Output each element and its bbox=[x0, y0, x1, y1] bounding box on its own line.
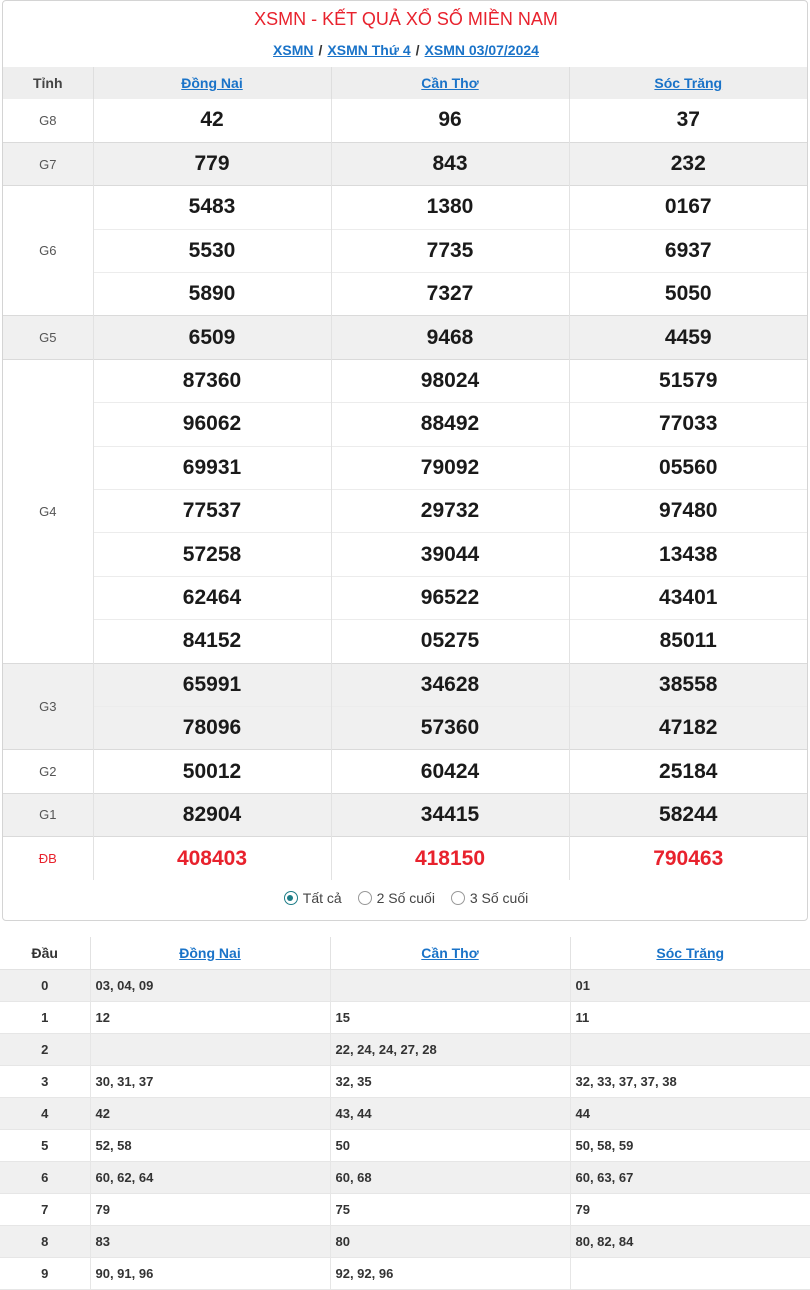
head-digit: 8 bbox=[0, 1225, 90, 1257]
tail-numbers: 79 bbox=[90, 1193, 330, 1225]
prize-number: 5890 bbox=[93, 273, 331, 316]
tail-numbers: 22, 24, 24, 27, 28 bbox=[330, 1033, 570, 1065]
tail-numbers: 90, 91, 96 bbox=[90, 1257, 330, 1289]
prize-number: 57258 bbox=[93, 533, 331, 576]
breadcrumb-xsmn-date-link[interactable]: XSMN 03/07/2024 bbox=[424, 42, 539, 58]
tail-numbers: 03, 04, 09 bbox=[90, 969, 330, 1001]
head-digit: 4 bbox=[0, 1097, 90, 1129]
radio-selected-icon bbox=[284, 891, 298, 905]
head-digit-column-label: Đầu bbox=[0, 937, 90, 969]
head-row bbox=[0, 1257, 810, 1289]
head-row bbox=[0, 1161, 810, 1193]
prize-number: 05275 bbox=[331, 620, 569, 663]
page-title: XSMN - KẾT QUẢ XỔ SỐ MIỀN NAM bbox=[254, 9, 558, 29]
prize-number: 843 bbox=[331, 142, 569, 185]
result-row bbox=[3, 446, 807, 489]
results-table bbox=[3, 67, 807, 880]
head-row bbox=[0, 1065, 810, 1097]
prize-number: 62464 bbox=[93, 576, 331, 619]
digit-filter bbox=[3, 889, 809, 906]
breadcrumb-separator: / bbox=[415, 42, 420, 58]
result-row bbox=[3, 99, 807, 142]
prize-number: 0167 bbox=[569, 186, 807, 229]
tail-numbers: 32, 35 bbox=[330, 1065, 570, 1097]
head-digit: 9 bbox=[0, 1257, 90, 1289]
result-row bbox=[3, 706, 807, 749]
prize-number: 34628 bbox=[331, 663, 569, 706]
prize-label: G5 bbox=[3, 316, 93, 359]
prize-number: 05560 bbox=[569, 446, 807, 489]
prize-label: G8 bbox=[3, 99, 93, 142]
tail-numbers: 43, 44 bbox=[330, 1097, 570, 1129]
filter-option-all[interactable] bbox=[284, 890, 342, 906]
province-header bbox=[93, 67, 331, 99]
prize-label: ĐB bbox=[3, 837, 93, 880]
head-digit: 1 bbox=[0, 1001, 90, 1033]
prize-number: 47182 bbox=[569, 706, 807, 749]
prize-number: 25184 bbox=[569, 750, 807, 793]
prize-number: 69931 bbox=[93, 446, 331, 489]
prize-label: G6 bbox=[3, 186, 93, 316]
prize-number: 29732 bbox=[331, 490, 569, 533]
filter-option-last-3[interactable] bbox=[451, 890, 528, 906]
tail-numbers: 60, 62, 64 bbox=[90, 1161, 330, 1193]
head-digit: 0 bbox=[0, 969, 90, 1001]
tail-numbers: 42 bbox=[90, 1097, 330, 1129]
result-row bbox=[3, 620, 807, 663]
result-row bbox=[3, 576, 807, 619]
head-digit: 5 bbox=[0, 1129, 90, 1161]
prize-number: 37 bbox=[676, 108, 700, 132]
prize-number: 88492 bbox=[331, 403, 569, 446]
head-row bbox=[0, 1193, 810, 1225]
prize-number: 9468 bbox=[331, 316, 569, 359]
tail-numbers: 01 bbox=[570, 969, 810, 1001]
tail-numbers: 83 bbox=[90, 1225, 330, 1257]
prize-label: G1 bbox=[3, 793, 93, 836]
province-link-can-tho[interactable]: Cần Thơ bbox=[421, 944, 479, 961]
prize-label: G4 bbox=[3, 359, 93, 663]
tail-numbers: 30, 31, 37 bbox=[90, 1065, 330, 1097]
prize-number: 1380 bbox=[331, 186, 569, 229]
result-row bbox=[3, 793, 807, 836]
province-link-dong-nai[interactable]: Đồng Nai bbox=[181, 75, 243, 91]
prize-number: 58244 bbox=[569, 793, 807, 836]
tail-numbers: 52, 58 bbox=[90, 1129, 330, 1161]
prize-number: 43401 bbox=[569, 576, 807, 619]
result-row bbox=[3, 273, 807, 316]
tail-numbers: 75 bbox=[330, 1193, 570, 1225]
prize-number: 34415 bbox=[331, 793, 569, 836]
tail-numbers: 32, 33, 37, 37, 38 bbox=[570, 1065, 810, 1097]
prize-number: 97480 bbox=[569, 490, 807, 533]
prize-number: 96522 bbox=[331, 576, 569, 619]
prize-number: 7327 bbox=[331, 273, 569, 316]
prize-number: 82904 bbox=[93, 793, 331, 836]
tail-numbers: 15 bbox=[330, 1001, 570, 1033]
radio-icon bbox=[358, 891, 372, 905]
tail-numbers bbox=[570, 1033, 810, 1065]
tail-numbers: 79 bbox=[570, 1193, 810, 1225]
prize-number: 51579 bbox=[569, 359, 807, 402]
prize-number: 6509 bbox=[93, 316, 331, 359]
head-row bbox=[0, 1001, 810, 1033]
result-row bbox=[3, 359, 807, 402]
prize-number: 232 bbox=[569, 142, 807, 185]
result-row bbox=[3, 533, 807, 576]
prize-number: 42 bbox=[93, 99, 331, 142]
prize-number: 65991 bbox=[93, 663, 331, 706]
prize-number: 408403 bbox=[93, 837, 331, 880]
province-header bbox=[569, 67, 807, 99]
filter-option-label: Tất cả bbox=[302, 890, 342, 907]
head-digit-table bbox=[0, 937, 810, 1290]
prize-number: 779 bbox=[93, 142, 331, 185]
breadcrumb-separator: / bbox=[318, 42, 323, 58]
head-digit: 2 bbox=[0, 1033, 90, 1065]
prize-number: 96 bbox=[331, 99, 569, 142]
province-header bbox=[570, 937, 810, 969]
province-link-can-tho[interactable]: Cần Thơ bbox=[421, 75, 479, 91]
tail-numbers: 50 bbox=[330, 1129, 570, 1161]
results-card bbox=[2, 0, 808, 921]
tail-numbers bbox=[570, 1257, 810, 1289]
tail-numbers: 50, 58, 59 bbox=[570, 1129, 810, 1161]
prize-number: 96062 bbox=[93, 403, 331, 446]
result-row bbox=[3, 837, 807, 880]
results-header-row bbox=[3, 67, 807, 99]
head-row bbox=[0, 1033, 810, 1065]
tail-numbers: 80, 82, 84 bbox=[570, 1225, 810, 1257]
prize-label: G3 bbox=[3, 663, 93, 750]
result-row bbox=[3, 663, 807, 706]
province-header bbox=[331, 67, 569, 99]
head-digit: 7 bbox=[0, 1193, 90, 1225]
head-digit: 3 bbox=[0, 1065, 90, 1097]
tail-numbers: 80 bbox=[330, 1225, 570, 1257]
tail-numbers: 44 bbox=[570, 1097, 810, 1129]
prize-number: 13438 bbox=[569, 533, 807, 576]
province-link-soc-trang[interactable]: Sóc Trăng bbox=[654, 75, 723, 91]
breadcrumb bbox=[3, 42, 809, 58]
prize-number: 39044 bbox=[331, 533, 569, 576]
prize-number: 38558 bbox=[569, 663, 807, 706]
prize-number: 790463 bbox=[569, 837, 807, 880]
tail-numbers: 12 bbox=[90, 1001, 330, 1033]
prize-number: 60424 bbox=[331, 750, 569, 793]
result-row bbox=[3, 186, 807, 229]
filter-option-label: 2 Số cuối bbox=[376, 890, 435, 907]
province-header bbox=[90, 937, 330, 969]
head-digit: 6 bbox=[0, 1161, 90, 1193]
prize-number: 7735 bbox=[331, 229, 569, 272]
prize-number: 85011 bbox=[569, 620, 807, 663]
head-row bbox=[0, 1225, 810, 1257]
prize-number: 6937 bbox=[569, 229, 807, 272]
result-row bbox=[3, 229, 807, 272]
prize-number: 5530 bbox=[93, 229, 331, 272]
result-row bbox=[3, 403, 807, 446]
prize-number: 57360 bbox=[331, 706, 569, 749]
filter-option-last-2[interactable] bbox=[358, 890, 435, 906]
filter-option-label: 3 Số cuối bbox=[469, 890, 529, 907]
breadcrumb-xsmn-thu4-link[interactable]: XSMN Thứ 4 bbox=[327, 42, 411, 58]
head-row bbox=[0, 969, 810, 1001]
results-body bbox=[3, 99, 807, 880]
tail-numbers bbox=[330, 969, 570, 1001]
breadcrumb-xsmn-link[interactable]: XSMN bbox=[273, 42, 314, 58]
prize-number: 84152 bbox=[93, 620, 331, 663]
province-header bbox=[330, 937, 570, 969]
province-column-label: Tỉnh bbox=[3, 67, 93, 99]
province-link-soc-trang[interactable]: Sóc Trăng bbox=[656, 944, 725, 961]
result-row bbox=[3, 316, 807, 359]
result-row bbox=[3, 750, 807, 793]
prize-label: G7 bbox=[3, 142, 93, 185]
prize-number: 5483 bbox=[93, 186, 331, 229]
prize-number: 50012 bbox=[93, 750, 331, 793]
head-table-body bbox=[0, 969, 810, 1289]
tail-numbers: 92, 92, 96 bbox=[330, 1257, 570, 1289]
prize-number: 79092 bbox=[331, 446, 569, 489]
prize-number: 5050 bbox=[569, 273, 807, 316]
tail-numbers: 60, 63, 67 bbox=[570, 1161, 810, 1193]
prize-number: 87360 bbox=[93, 359, 331, 402]
prize-label: G2 bbox=[3, 750, 93, 793]
tail-numbers bbox=[90, 1033, 330, 1065]
prize-number: 4459 bbox=[569, 316, 807, 359]
tail-numbers: 60, 68 bbox=[330, 1161, 570, 1193]
head-table-header-row bbox=[0, 937, 810, 969]
head-row bbox=[0, 1129, 810, 1161]
prize-number: 98024 bbox=[331, 359, 569, 402]
radio-icon bbox=[451, 891, 465, 905]
head-row bbox=[0, 1097, 810, 1129]
result-row bbox=[3, 142, 807, 185]
prize-number: 77033 bbox=[569, 403, 807, 446]
prize-number: 77537 bbox=[93, 490, 331, 533]
province-link-dong-nai[interactable]: Đồng Nai bbox=[179, 944, 241, 961]
result-row bbox=[3, 490, 807, 533]
tail-numbers: 11 bbox=[570, 1001, 810, 1033]
prize-number: 418150 bbox=[331, 837, 569, 880]
prize-number: 78096 bbox=[93, 706, 331, 749]
